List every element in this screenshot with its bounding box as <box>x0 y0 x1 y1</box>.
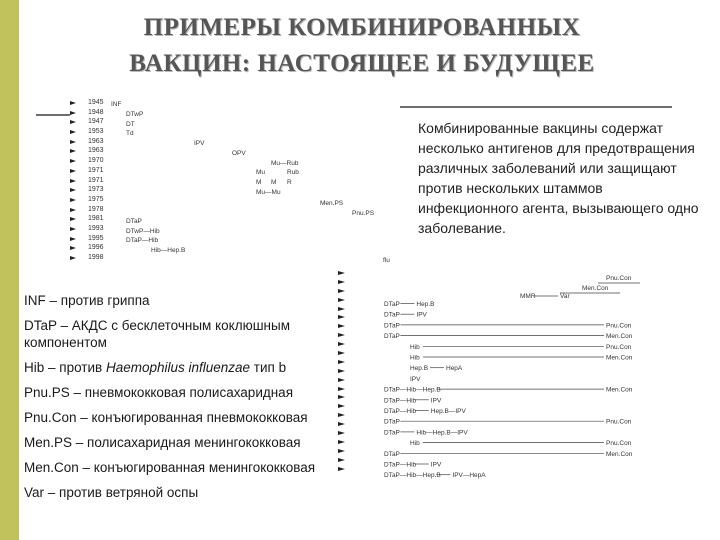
future-row-left: DTaP <box>384 450 400 458</box>
abbreviation-item: Men.PS – полисахаридная менингококковая <box>24 435 301 450</box>
future-row-left: DTaP—Hib <box>384 397 417 405</box>
abbreviation-item: INF – против гриппа <box>24 293 150 308</box>
future-row-left: DTaP—Hib <box>384 408 417 415</box>
future-row-left: DTaP <box>384 301 400 308</box>
timeline-label-ipv: IPV <box>194 140 205 147</box>
timeline-label-r: R <box>287 179 292 186</box>
timeline-label-flu: flu <box>383 257 390 264</box>
future-row-left: DTaP <box>384 333 400 341</box>
future-row-left: Hib <box>410 354 420 362</box>
abbreviation-item: DTaP – АКДС с бесклеточным коклюшным компонентом <box>24 318 290 350</box>
timeline-year: 1981 <box>88 215 104 223</box>
abbreviation-item: Var – против ветряной оспы <box>24 485 199 500</box>
timeline-label-dt: DT <box>126 121 135 128</box>
future-row-left: Hib <box>410 343 420 351</box>
timeline-label-hib_hepb: Hib—Hep.B <box>151 247 186 254</box>
future-row-left: Hib <box>410 440 420 448</box>
timeline-label-rub2: Rub <box>287 169 299 176</box>
future-row-left: DTaP <box>384 322 400 330</box>
future-row-right: Pnu.Con <box>606 440 632 448</box>
future-row-right: Pnu.Con <box>606 322 632 330</box>
future-row-right: Men.Con <box>606 333 633 341</box>
future-label-pnucon: Pnu.Con <box>606 275 632 282</box>
timeline-label-menps: Men.PS <box>320 200 344 207</box>
future-row-mid: IPV <box>430 461 442 469</box>
timeline-label-mu_mu: Mu—Mu <box>256 189 281 196</box>
timeline-year: 1971 <box>88 166 104 174</box>
future-row-left: Hep.B <box>410 365 429 373</box>
title-line-1: ПРИМЕРЫ КОМБИНИРОВАННЫХ <box>143 14 581 41</box>
future-row-right: Men.Con <box>606 386 633 394</box>
timeline-year: 1947 <box>88 118 104 126</box>
timeline-year: 1978 <box>88 205 104 213</box>
future-label-var: Var <box>560 293 570 300</box>
timeline-year: 1993 <box>88 224 104 232</box>
future-row-left: DTaP <box>384 311 400 319</box>
future-row-mid: IPV—HepA <box>452 472 486 480</box>
timeline-year: 1963 <box>88 137 104 145</box>
timeline-year: 1998 <box>88 254 104 261</box>
future-row-right: Men.Con <box>606 354 633 362</box>
future-row-right: Men.Con <box>606 450 633 458</box>
timeline-label-dtap_hib: DTaP—Hib <box>126 237 159 244</box>
future-row-mid: Hep.B <box>416 301 435 308</box>
future-row-left: DTaP—Hib <box>384 461 417 469</box>
future-row-mid: IPV <box>430 397 442 405</box>
timeline-label-mu_rub: Mu—Rub <box>271 160 299 167</box>
future-row-mid: IPV <box>416 311 427 319</box>
future-row-mid: Hib—Hep.B—IPV <box>416 429 468 437</box>
timeline-label-mu_r1: Mu <box>256 169 266 176</box>
future-row-mid: Hep.B—IPV <box>430 408 466 415</box>
future-row-left: DTaP <box>384 418 400 426</box>
abbreviation-item: Pnu.PS – пневмококковая полисахаридная <box>24 385 294 400</box>
timeline-year: 1953 <box>88 128 104 136</box>
timeline-label-dtwp: DTwP <box>126 111 144 118</box>
title-line-2: ВАКЦИН: НАСТОЯЩЕЕ И БУДУЩЕЕ <box>129 50 595 77</box>
timeline-year: 1963 <box>88 147 104 155</box>
timeline-year: 1975 <box>88 195 104 203</box>
timeline-year: 1945 <box>88 99 104 106</box>
abbreviation-text: тип b <box>250 360 287 375</box>
abbreviation-text: Hib – против <box>24 360 106 375</box>
timeline-label-td: Td <box>126 130 134 137</box>
future-row-right: Pnu.Con <box>606 343 632 351</box>
future-row-left: IPV <box>410 375 421 383</box>
abbreviation-item: Pnu.Con – конъюгированная пневмококковая <box>24 410 308 425</box>
timeline-year: 1995 <box>88 234 104 242</box>
timeline-label-inf: INF <box>111 101 122 108</box>
description-text: Комбинированные вакцины содержат несколько антигенов для предотвращения различных заболеваний или защищают против нескольких штаммов инфекционного агента, вызывающего одно заболевание. <box>418 120 699 236</box>
future-row-right: Pnu.Con <box>606 418 632 426</box>
timeline-year: 1973 <box>88 186 104 194</box>
future-label-mencon: Men.Con <box>582 285 609 292</box>
timeline-label-dtap: DTaP <box>126 218 142 225</box>
timeline-year: 1971 <box>88 176 104 184</box>
timeline-year: 1996 <box>88 244 104 252</box>
timeline-label-pnups: Pnu.PS <box>352 210 375 217</box>
timeline-label-opv: OPV <box>232 150 246 157</box>
future-row-mid: HepA <box>446 365 463 373</box>
future-label-mmr: MMR <box>520 293 536 300</box>
future-row-left: DTaP—Hib—Hep.B <box>384 386 441 394</box>
future-row-left: DTaP—Hib—Hep.B <box>384 472 441 480</box>
timeline-year: 1970 <box>88 157 104 165</box>
abbreviation-italic: Haemophilus influenzae <box>105 360 251 375</box>
abbreviation-item: Men.Con – конъюгированная менингококковая <box>24 460 316 475</box>
timeline-label-m2: M <box>271 179 277 186</box>
future-row-left: DTaP <box>384 429 400 437</box>
timeline-label-dtwp_hib: DTwP—Hib <box>126 228 160 235</box>
timeline-year: 1948 <box>88 108 104 116</box>
timeline-label-m: M <box>256 179 262 186</box>
